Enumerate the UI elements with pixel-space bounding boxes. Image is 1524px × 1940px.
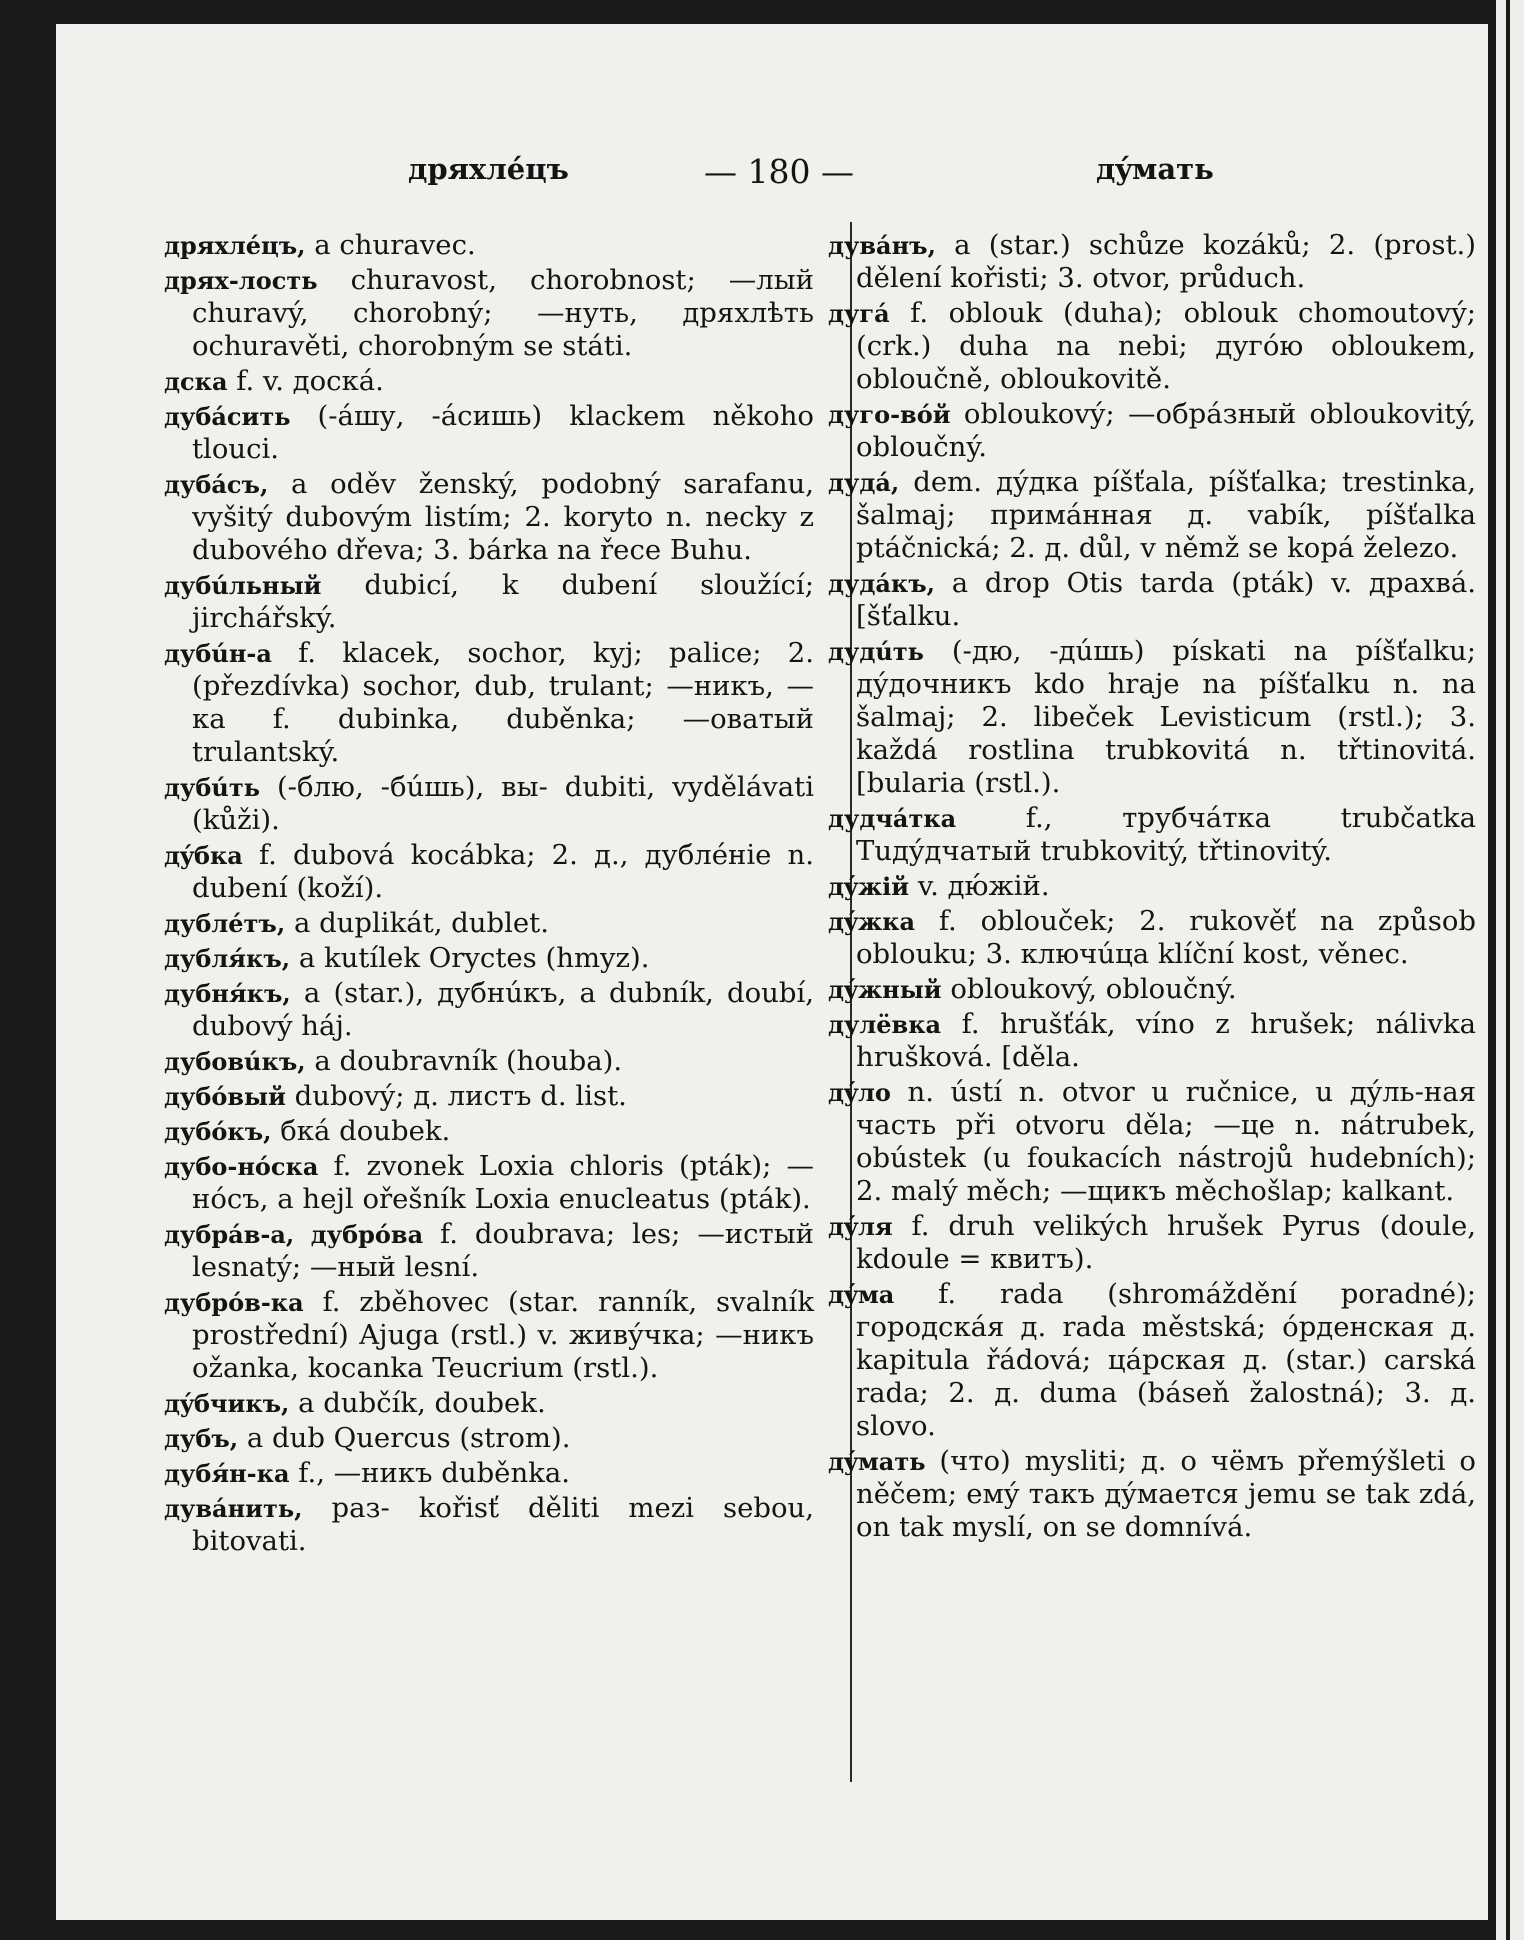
headword: дубóвый xyxy=(164,1082,286,1111)
dictionary-entry xyxy=(164,468,814,567)
definition: f. zběhovec (star. ranník, svalník prostřední) Ajuga (rstl.) v. живýчка; —никъ ožanka, kocanka Teucrium (rstl.). xyxy=(192,1286,814,1384)
dictionary-entry xyxy=(828,567,1476,633)
definition: obloukový, obloučný. xyxy=(941,973,1237,1005)
definition: f. zvonek Loxia chloris (pták); —нóсъ, a hejl ořešník Loxia enucleatus (pták). xyxy=(192,1150,814,1215)
headword: дубúн-а xyxy=(164,639,272,668)
adjacent-page-edge xyxy=(1496,0,1524,1940)
dictionary-entry xyxy=(164,1150,814,1216)
definition: dubicí, k dubení sloužící; jirchářský. xyxy=(192,569,814,634)
headword: дубня́къ, xyxy=(164,979,291,1008)
headword: дубрáв-а, дубрóва xyxy=(164,1220,424,1249)
headword: дувáнъ, xyxy=(828,231,936,260)
dictionary-entry xyxy=(164,569,814,635)
definition: churavost, chorobnost; —лый churavý, chorobný; —нуть, дряхлѣть ochuravěti, chorobným se státi. xyxy=(192,264,814,362)
dictionary-entry xyxy=(164,400,814,466)
definition: f. hrušťák, víno z hrušek; nálivka hrušková. [děla. xyxy=(856,1008,1476,1073)
headword: дубовúкъ, xyxy=(164,1047,306,1076)
dictionary-entry xyxy=(164,229,814,262)
dictionary-entry xyxy=(164,839,814,905)
definition: a kutílek Oryctes (hmyz). xyxy=(290,942,650,974)
definition: a doubravník (houba). xyxy=(305,1045,623,1077)
dictionary-entry xyxy=(828,870,1476,903)
headword: дугá xyxy=(828,299,890,328)
headword: дýмать xyxy=(828,1447,926,1476)
dictionary-entry xyxy=(828,297,1476,396)
dictionary-entry xyxy=(164,1457,814,1490)
dictionary-entry xyxy=(164,365,814,398)
headword: дублéтъ, xyxy=(164,909,286,938)
headword: дуго-вóй xyxy=(828,400,951,429)
definition: f. v. доскá. xyxy=(227,365,384,397)
headword: дýма xyxy=(828,1280,895,1309)
headword: дудáкъ, xyxy=(828,569,936,598)
headword: дýло xyxy=(828,1078,891,1107)
dictionary-entry xyxy=(828,229,1476,295)
dictionary-entry xyxy=(164,942,814,975)
dictionary-entry xyxy=(164,637,814,769)
dictionary-entry xyxy=(828,973,1476,1006)
dictionary-entry xyxy=(164,1045,814,1078)
dictionary-entry xyxy=(164,1387,814,1420)
dictionary-entry xyxy=(164,977,814,1043)
headword: дубáсъ, xyxy=(164,470,269,499)
dictionary-entry xyxy=(828,466,1476,565)
headword: дýбчикъ, xyxy=(164,1389,290,1418)
definition: бкá doubek. xyxy=(271,1115,451,1147)
definition: dem. дýдка píšťala, píšťalka; trestinka, šalmaj; примáнная д. vabík, píšťalka ptáčnická; 2. д. důl, v němž se kopá železo. xyxy=(856,466,1476,564)
definition: (-дю, -дúшь) pískati na píšťalku; дýдочникъ kdo hraje na píšťalku n. na šalmaj; 2. libeček Levisticum (rstl.); 3. každá rostlina trubkovitá n. třtinovitá. [bularia (rstl.). xyxy=(856,635,1476,799)
dictionary-entry xyxy=(164,1286,814,1385)
headword: дрях-лость xyxy=(164,266,318,295)
headword: дубъ, xyxy=(164,1424,239,1453)
definition: v. дю́жій. xyxy=(909,870,1050,902)
dictionary-entry xyxy=(828,905,1476,971)
definition: f. dubová kocábka; 2. д., дублéніе n. dubení (koží). xyxy=(192,839,814,904)
definition: раз- kořisť děliti mezi sebou, bitovati. xyxy=(192,1492,814,1557)
dictionary-entry xyxy=(164,1492,814,1558)
definition: dubový; д. листъ d. list. xyxy=(285,1080,627,1112)
definition: a churavec. xyxy=(305,229,476,261)
page-header xyxy=(56,152,1488,192)
dictionary-entry xyxy=(828,1210,1476,1276)
definition: a duplikát, dublet. xyxy=(285,907,549,939)
definition: a dub Quercus (strom). xyxy=(238,1422,571,1454)
headword: дряхлéцъ, xyxy=(164,231,306,260)
right-column xyxy=(828,229,1476,1546)
headword: дубя́н-ка xyxy=(164,1459,290,1488)
definition: (-áшу, -áсишь) klackem někoho tlouci. xyxy=(192,400,814,465)
left-column xyxy=(164,229,814,1560)
dictionary-entry xyxy=(828,635,1476,800)
dictionary-entry xyxy=(828,398,1476,464)
dictionary-entry xyxy=(828,1445,1476,1544)
headword: дýбка xyxy=(164,841,243,870)
headword: дýжій xyxy=(828,872,910,901)
dictionary-entry xyxy=(164,1080,814,1113)
definition: f. druh velikých hrušek Pyrus (doule, kdoule = квитъ). xyxy=(856,1210,1476,1275)
definition: (что) mysliti; д. о чёмъ přemýšleti o něčem; емý такъ дýмается jemu se tak zdá, on tak myslí, on se domnívá. xyxy=(856,1445,1476,1543)
left-guide-word: дряхлéцъ xyxy=(408,152,569,186)
headword: дýжный xyxy=(828,975,942,1004)
definition: f., трубчáтка trubčatka Tuдýдчатый trubkovitý, třtinovitý. xyxy=(856,802,1476,867)
definition: f. klacek, sochor, kyj; palice; 2. (přezdívka) sochor, dub, trulant; —никъ, —ка f. dubinka, duběnka; —оватый trulantský. xyxy=(192,637,814,768)
definition: a (star.), дубнúкъ, a dubník, doubí, dubový háj. xyxy=(192,977,814,1042)
definition: a drop Otis tarda (pták) v. драхвá. [šťalku. xyxy=(856,567,1476,632)
definition: obloukový; —обрáзный obloukovitý, obloučný. xyxy=(856,398,1476,463)
right-guide-word: дýмать xyxy=(1096,152,1214,186)
headword: дýжка xyxy=(828,907,916,936)
headword: дудá, xyxy=(828,468,900,497)
definition: f. doubrava; les; —истый lesnatý; —ный lesní. xyxy=(192,1218,814,1283)
headword: дýля xyxy=(828,1212,893,1241)
headword: дубля́къ, xyxy=(164,944,291,973)
headword: дубо-нóска xyxy=(164,1152,319,1181)
headword: дубóкъ, xyxy=(164,1117,272,1146)
page-number: — 180 — xyxy=(704,152,854,191)
dictionary-entry xyxy=(164,907,814,940)
definition: n. ústí n. otvor u ručnice, u дýль-ная часть při otvoru děla; —це n. nátrubek, obústek (u foukacích nástrojů hudebních); 2. malý měch; —щикъ měchošlap; kalkant. xyxy=(856,1076,1476,1207)
definition: (-блю, -бúшь), вы- dubiti, vydělávati (kůži). xyxy=(192,771,814,836)
headword: дудчáтка xyxy=(828,804,957,833)
dictionary-page xyxy=(56,24,1488,1920)
headword: дувáнить, xyxy=(164,1494,303,1523)
headword: дулёвка xyxy=(828,1010,942,1039)
headword: дубúльный xyxy=(164,571,322,600)
definition: f., —никъ duběnka. xyxy=(289,1457,570,1489)
definition: a (star.) schůze kozáků; 2. (prost.) dělení kořisti; 3. otvor, průduch. xyxy=(856,229,1476,294)
dictionary-entry xyxy=(164,1218,814,1284)
headword: дска xyxy=(164,367,228,396)
dictionary-entry xyxy=(164,1115,814,1148)
dictionary-entry xyxy=(828,1278,1476,1443)
dictionary-entry xyxy=(828,1076,1476,1208)
headword: дубúть xyxy=(164,773,260,802)
headword: дудúть xyxy=(828,637,924,666)
headword: дубáсить xyxy=(164,402,291,431)
definition: f. oblouk (duha); oblouk chomoutový; (crk.) duha na nebi; дугóю obloukem, obloučně, obloukovitě. xyxy=(856,297,1476,395)
definition: f. rada (shromáždění poradné); городскáя д. rada městská; óрденская д. kapitula řádová; цáрская д. (star.) carská rada; 2. д. duma (báseň žalostná); 3. д. slovo. xyxy=(856,1278,1476,1442)
headword: дубрóв-ка xyxy=(164,1288,304,1317)
dictionary-entry xyxy=(828,1008,1476,1074)
definition: a oděv ženský, podobný sarafanu, vyšitý dubovým listím; 2. koryto n. necky z dubového dřeva; 3. bárka na řece Buhu. xyxy=(192,468,814,566)
dictionary-entry xyxy=(164,1422,814,1455)
definition: f. oblouček; 2. rukověť na způsob oblouku; 3. ключúца klíční kost, věnec. xyxy=(856,905,1476,970)
dictionary-entry xyxy=(164,264,814,363)
dictionary-entry xyxy=(828,802,1476,868)
dictionary-entry xyxy=(164,771,814,837)
definition: a dubčík, doubek. xyxy=(289,1387,546,1419)
